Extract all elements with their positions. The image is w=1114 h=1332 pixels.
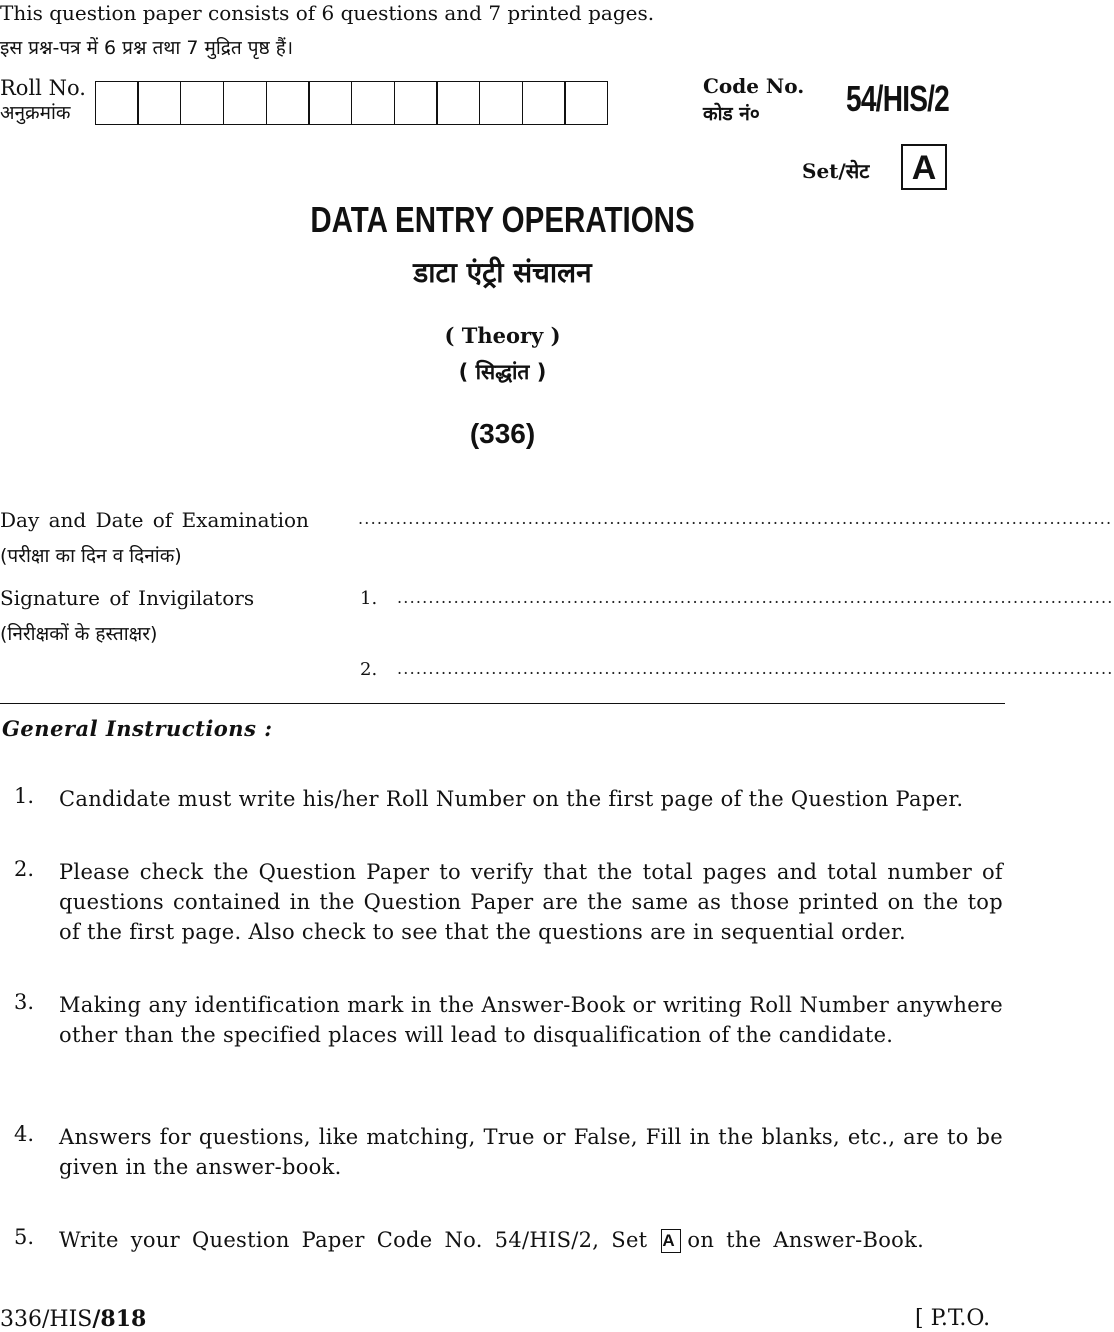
instruction-4-text: Answers for questions, like matching, True or False, Fill in the blanks, etc., are to be given in the answer-book. — [59, 1125, 1003, 1179]
set-inline-box: A — [661, 1229, 681, 1253]
exam-date-label: Day and Date of Examination — [0, 508, 309, 532]
roll-number-box[interactable] — [436, 81, 480, 125]
instruction-3-text: Making any identification mark in the Answer-Book or writing Roll Number anywhere other than the specified places will lead to disqualification of the candidate. — [59, 993, 1003, 1047]
divider — [0, 703, 1005, 704]
invigilator-2-signature-field[interactable]: .................................................................................................................. — [397, 659, 1114, 678]
footer-code-prefix: 336/HIS — [0, 1307, 93, 1332]
roll-number-box[interactable] — [266, 81, 310, 125]
page-count-note-en: This question paper consists of 6 questions and 7 printed pages. — [0, 1, 655, 25]
theory-label: ( Theory ) — [444, 323, 561, 348]
exam-date-field[interactable]: ........................................................................................................................ — [358, 509, 1113, 528]
paper-title-hi: डाटा एंट्री संचालन — [413, 256, 592, 289]
invigilator-2-number: 2. — [360, 659, 378, 680]
instruction-5-number: 5. — [14, 1225, 35, 1249]
roll-number-box[interactable] — [351, 81, 395, 125]
instruction-4-number: 4. — [14, 1122, 35, 1146]
roll-number-box[interactable] — [479, 81, 523, 125]
invigilator-1-signature-field[interactable]: .................................................................................................................. — [397, 588, 1114, 607]
code-number-label-hi: कोड नं० — [703, 103, 760, 125]
theory-label-hi: ( सिद्धांत ) — [458, 360, 547, 384]
footer-code-bold: /818 — [92, 1306, 147, 1332]
roll-number-box[interactable] — [95, 81, 139, 125]
roll-number-box[interactable] — [564, 81, 608, 125]
roll-number-label-hi: अनुक्रमांक — [0, 102, 71, 124]
instruction-5-text-before: Write your Question Paper Code No. 54/HIS/2, Set — [59, 1228, 648, 1252]
instruction-2-text: Please check the Question Paper to verify that the total pages and total number of questions contained in the Question Paper are the same as those printed on the top of the first page. Also check to see that the questions are in sequential order. — [59, 860, 1003, 944]
code-number-label-en: Code No. — [703, 74, 805, 98]
exam-date-label-hi: (परीक्षा का दिन व दिनांक) — [0, 545, 182, 567]
instruction-1-number: 1. — [14, 784, 35, 808]
set-label: Set/सेट — [802, 159, 870, 183]
general-instructions-heading: General Instructions : — [2, 716, 273, 741]
roll-number-box[interactable] — [223, 81, 267, 125]
roll-number-box[interactable] — [308, 81, 352, 125]
roll-number-box[interactable] — [180, 81, 224, 125]
roll-number-label — [0, 76, 86, 126]
instruction-5-text — [59, 1225, 1003, 1255]
footer-paper-code — [0, 1306, 146, 1332]
footer-pto: [ P.T.O. — [915, 1306, 991, 1331]
paper-title: DATA ENTRY OPERATIONS — [310, 199, 695, 240]
subject-code: (336) — [469, 418, 536, 449]
instruction-2-number: 2. — [14, 857, 35, 881]
code-number-label — [703, 72, 804, 128]
roll-number-label-en: Roll No. — [0, 76, 86, 100]
invigilators-label: Signature of Invigilators — [0, 586, 255, 610]
paper-code: 54/HIS/2 — [846, 78, 950, 119]
roll-number-boxes[interactable] — [96, 81, 608, 125]
invigilators-label-hi: (निरीक्षकों के हस्ताक्षर) — [0, 623, 158, 645]
invigilator-1-number: 1. — [360, 588, 378, 609]
instruction-1-text: Candidate must write his/her Roll Number on the first page of the Question Paper. — [59, 787, 964, 811]
roll-number-box[interactable] — [137, 81, 181, 125]
set-box: A — [901, 144, 947, 190]
instruction-3-number: 3. — [14, 990, 35, 1014]
roll-number-box[interactable] — [522, 81, 566, 125]
roll-number-box[interactable] — [394, 81, 438, 125]
instruction-5-text-after: on the Answer-Book. — [687, 1228, 925, 1252]
page-count-note-hi: इस प्रश्न-पत्र में 6 प्रश्न तथा 7 मुद्रित पृष्ठ हैं। — [0, 37, 294, 59]
